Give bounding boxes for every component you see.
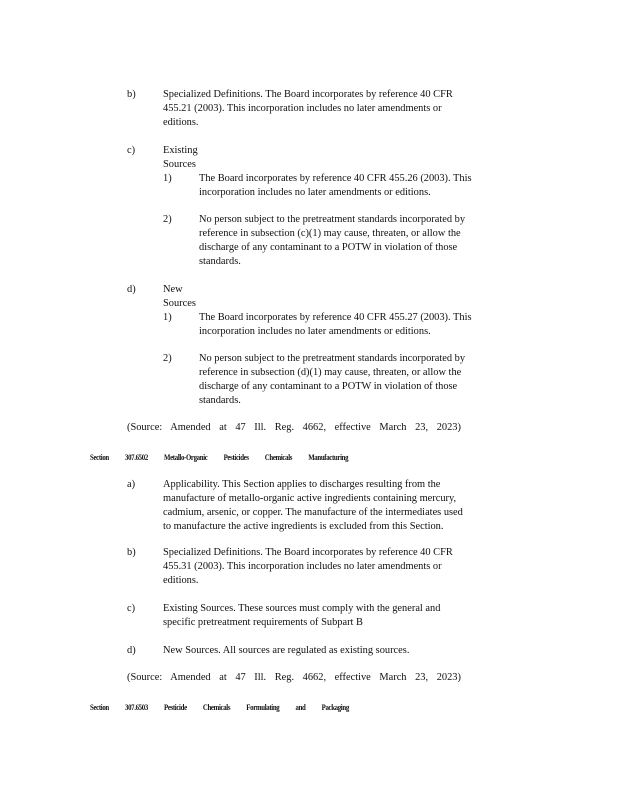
item-label: 1) xyxy=(163,173,172,184)
item-text: New Sources xyxy=(163,284,196,309)
source-note: (Source: Amended at 47 Ill. Reg. 4662, effective March 23, 2023) xyxy=(127,422,461,433)
item-text: Existing Sources. These sources must comply with the general and specific pretreatment requirements of Subpart B xyxy=(163,603,441,628)
item-label: b) xyxy=(127,547,136,558)
item-text: Applicability. This Section applies to discharges resulting from the manufacture of metallo-organic active ingredients containing mercury, cadmium, arsenic, or copper. The manufacture of the intermediates used to manufacture the active ingredients is excluded from this Section. xyxy=(163,479,463,532)
item-text: New Sources. All sources are regulated as existing sources. xyxy=(163,645,410,656)
item-text: No person subject to the pretreatment standards incorporated by reference in subsection (d)(1) may cause, threaten, or allow the discharge of any contaminant to a POTW in violation of those standards. xyxy=(199,353,466,406)
item-text: The Board incorporates by reference 40 CFR 455.27 (2003). This incorporation includes no later amendments or editions. xyxy=(199,312,472,337)
source-note: (Source: Amended at 47 Ill. Reg. 4662, effective March 23, 2023) xyxy=(127,672,461,683)
item-text: No person subject to the pretreatment standards incorporated by reference in subsection (c)(1) may cause, threaten, or allow the discharge of any contaminant to a POTW in violation of those standards. xyxy=(199,214,466,267)
item-text: Specialized Definitions. The Board incorporates by reference 40 CFR 455.21 (2003). This incorporation includes no later amendments or editions. xyxy=(163,89,453,128)
item-label: b) xyxy=(127,89,136,100)
item-text: Existing Sources xyxy=(163,145,198,170)
item-label: c) xyxy=(127,603,136,614)
section-heading-307-6502: Section 307.6502 Metallo-Organic Pesticides Chemicals Manufacturing xyxy=(90,453,349,462)
item-label: d) xyxy=(127,645,136,656)
section-heading-307-6503: Section 307.6503 Pesticide Chemicals Formulating and Packaging xyxy=(90,703,349,712)
item-label: 2) xyxy=(163,214,172,225)
item-text: Specialized Definitions. The Board incorporates by reference 40 CFR 455.31 (2003). This incorporation includes no later amendments or editions. xyxy=(163,547,453,586)
item-label: d) xyxy=(127,284,136,295)
item-label: a) xyxy=(127,479,136,490)
item-text: The Board incorporates by reference 40 CFR 455.26 (2003). This incorporation includes no later amendments or editions. xyxy=(199,173,472,198)
item-label: 1) xyxy=(163,312,172,323)
item-label: 2) xyxy=(163,353,172,364)
item-label: c) xyxy=(127,145,136,156)
